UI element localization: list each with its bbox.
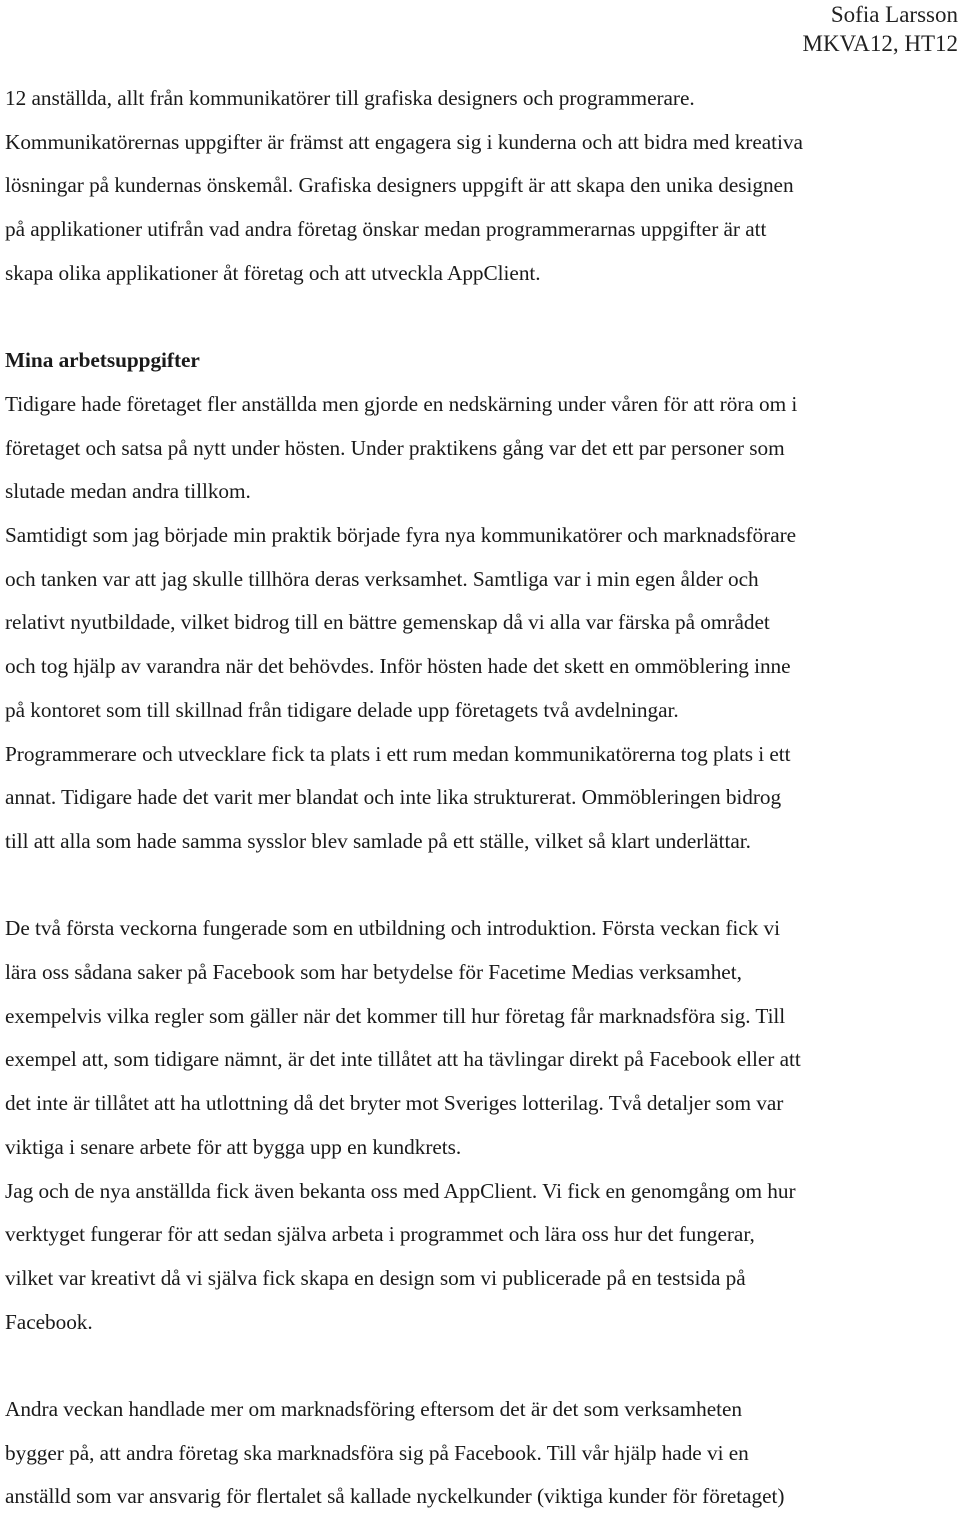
text-line: vilket var kreativt då vi själva fick skapa en design som vi publicerade på en testsida på <box>5 1265 746 1290</box>
text-line: Facebook. <box>5 1309 93 1334</box>
body-paragraph <box>5 514 958 864</box>
text-line: skapa olika applikationer åt företag och att utveckla AppClient. <box>5 260 541 285</box>
text-line: exempelvis vilka regler som gäller när det kommer till hur företag får marknadsföra sig. Till <box>5 1003 786 1028</box>
text-line: och tog hjälp av varandra när det behövdes. Inför hösten hade det skett en ommöblering inne <box>5 654 791 679</box>
text-line: till att alla som hade samma sysslor blev samlade på ett ställe, vilket så klart underlättar. <box>5 828 751 853</box>
body-paragraph <box>5 1388 958 1519</box>
text-line: exempel att, som tidigare nämnt, är det inte tillåtet att ha tävlingar direkt på Facebook eller att <box>5 1047 801 1072</box>
text-line: annat. Tidigare hade det varit mer blandat och inte lika strukturerat. Ommöbleringen bidrog <box>5 785 782 810</box>
paragraph-spacer <box>5 1344 958 1388</box>
page-header <box>803 0 958 58</box>
text-line: lösningar på kundernas önskemål. Grafiska designers uppgift är att skapa den unika designen <box>5 173 794 198</box>
text-line: Tidigare hade företaget fler anställda men gjorde en nedskärning under våren för att röra om i <box>5 391 798 416</box>
text-line: och tanken var att jag skulle tillhöra deras verksamhet. Samtliga var i min egen ålder och <box>5 566 759 591</box>
text-line: Programmerare och utvecklare fick ta plats i ett rum medan kommunikatörerna tog plats i ett <box>5 741 791 766</box>
text-line: Samtidigt som jag började min praktik började fyra nya kommunikatörer och marknadsförare <box>5 523 797 548</box>
body-paragraph <box>5 1170 958 1345</box>
body-paragraph <box>5 907 958 1169</box>
section-heading: Mina arbetsuppgifter <box>5 348 200 373</box>
text-line: lära oss sådana saker på Facebook som har betydelse för Facetime Medias verksamhet, <box>5 960 742 985</box>
text-line: på applikationer utifrån vad andra företag önskar medan programmerarnas uppgifter är att <box>5 217 767 242</box>
document-body <box>5 77 958 1519</box>
header-author: Sofia Larsson <box>830 2 958 27</box>
text-line: slutade medan andra tillkom. <box>5 479 251 504</box>
text-line: viktiga i senare arbete för att bygga upp en kundkrets. <box>5 1134 462 1159</box>
text-line: företaget och satsa på nytt under hösten. Under praktikens gång var det ett par personer som <box>5 435 785 460</box>
text-line: bygger på, att andra företag ska marknadsföra sig på Facebook. Till vår hjälp hade vi en <box>5 1440 749 1465</box>
text-line: det inte är tillåtet att ha utlottning då det bryter mot Sveriges lotterilag. Två detaljer som var <box>5 1091 784 1116</box>
text-line: De två första veckorna fungerade som en utbildning och introduktion. Första veckan fick vi <box>5 916 780 941</box>
text-line: Kommunikatörernas uppgifter är främst att engagera sig i kunderna och att bidra med kreativa <box>5 129 803 154</box>
text-line: 12 anställda, allt från kommunikatörer till grafiska designers och programmerare. <box>5 86 695 110</box>
body-paragraph <box>5 383 958 514</box>
paragraph-spacer <box>5 864 958 908</box>
text-line: relativt nyutbildade, vilket bidrog till en bättre gemenskap då vi alla var färska på området <box>5 610 770 635</box>
text-line: Jag och de nya anställda fick även bekanta oss med AppClient. Vi fick en genomgång om hur <box>5 1178 796 1203</box>
text-line: verktyget fungerar för att sedan själva arbeta i programmet och lära oss hur det fungerar, <box>5 1222 755 1247</box>
intro-paragraph <box>5 77 958 296</box>
paragraph-spacer <box>5 296 958 340</box>
text-line: anställd som var ansvarig för flertalet så kallade nyckelkunder (viktiga kunder för företaget) <box>5 1484 785 1509</box>
text-line: på kontoret som till skillnad från tidigare delade upp företagets två avdelningar. <box>5 697 679 722</box>
text-line: Andra veckan handlade mer om marknadsföring eftersom det är det som verksamheten <box>5 1397 742 1422</box>
header-course: MKVA12, HT12 <box>802 31 958 56</box>
